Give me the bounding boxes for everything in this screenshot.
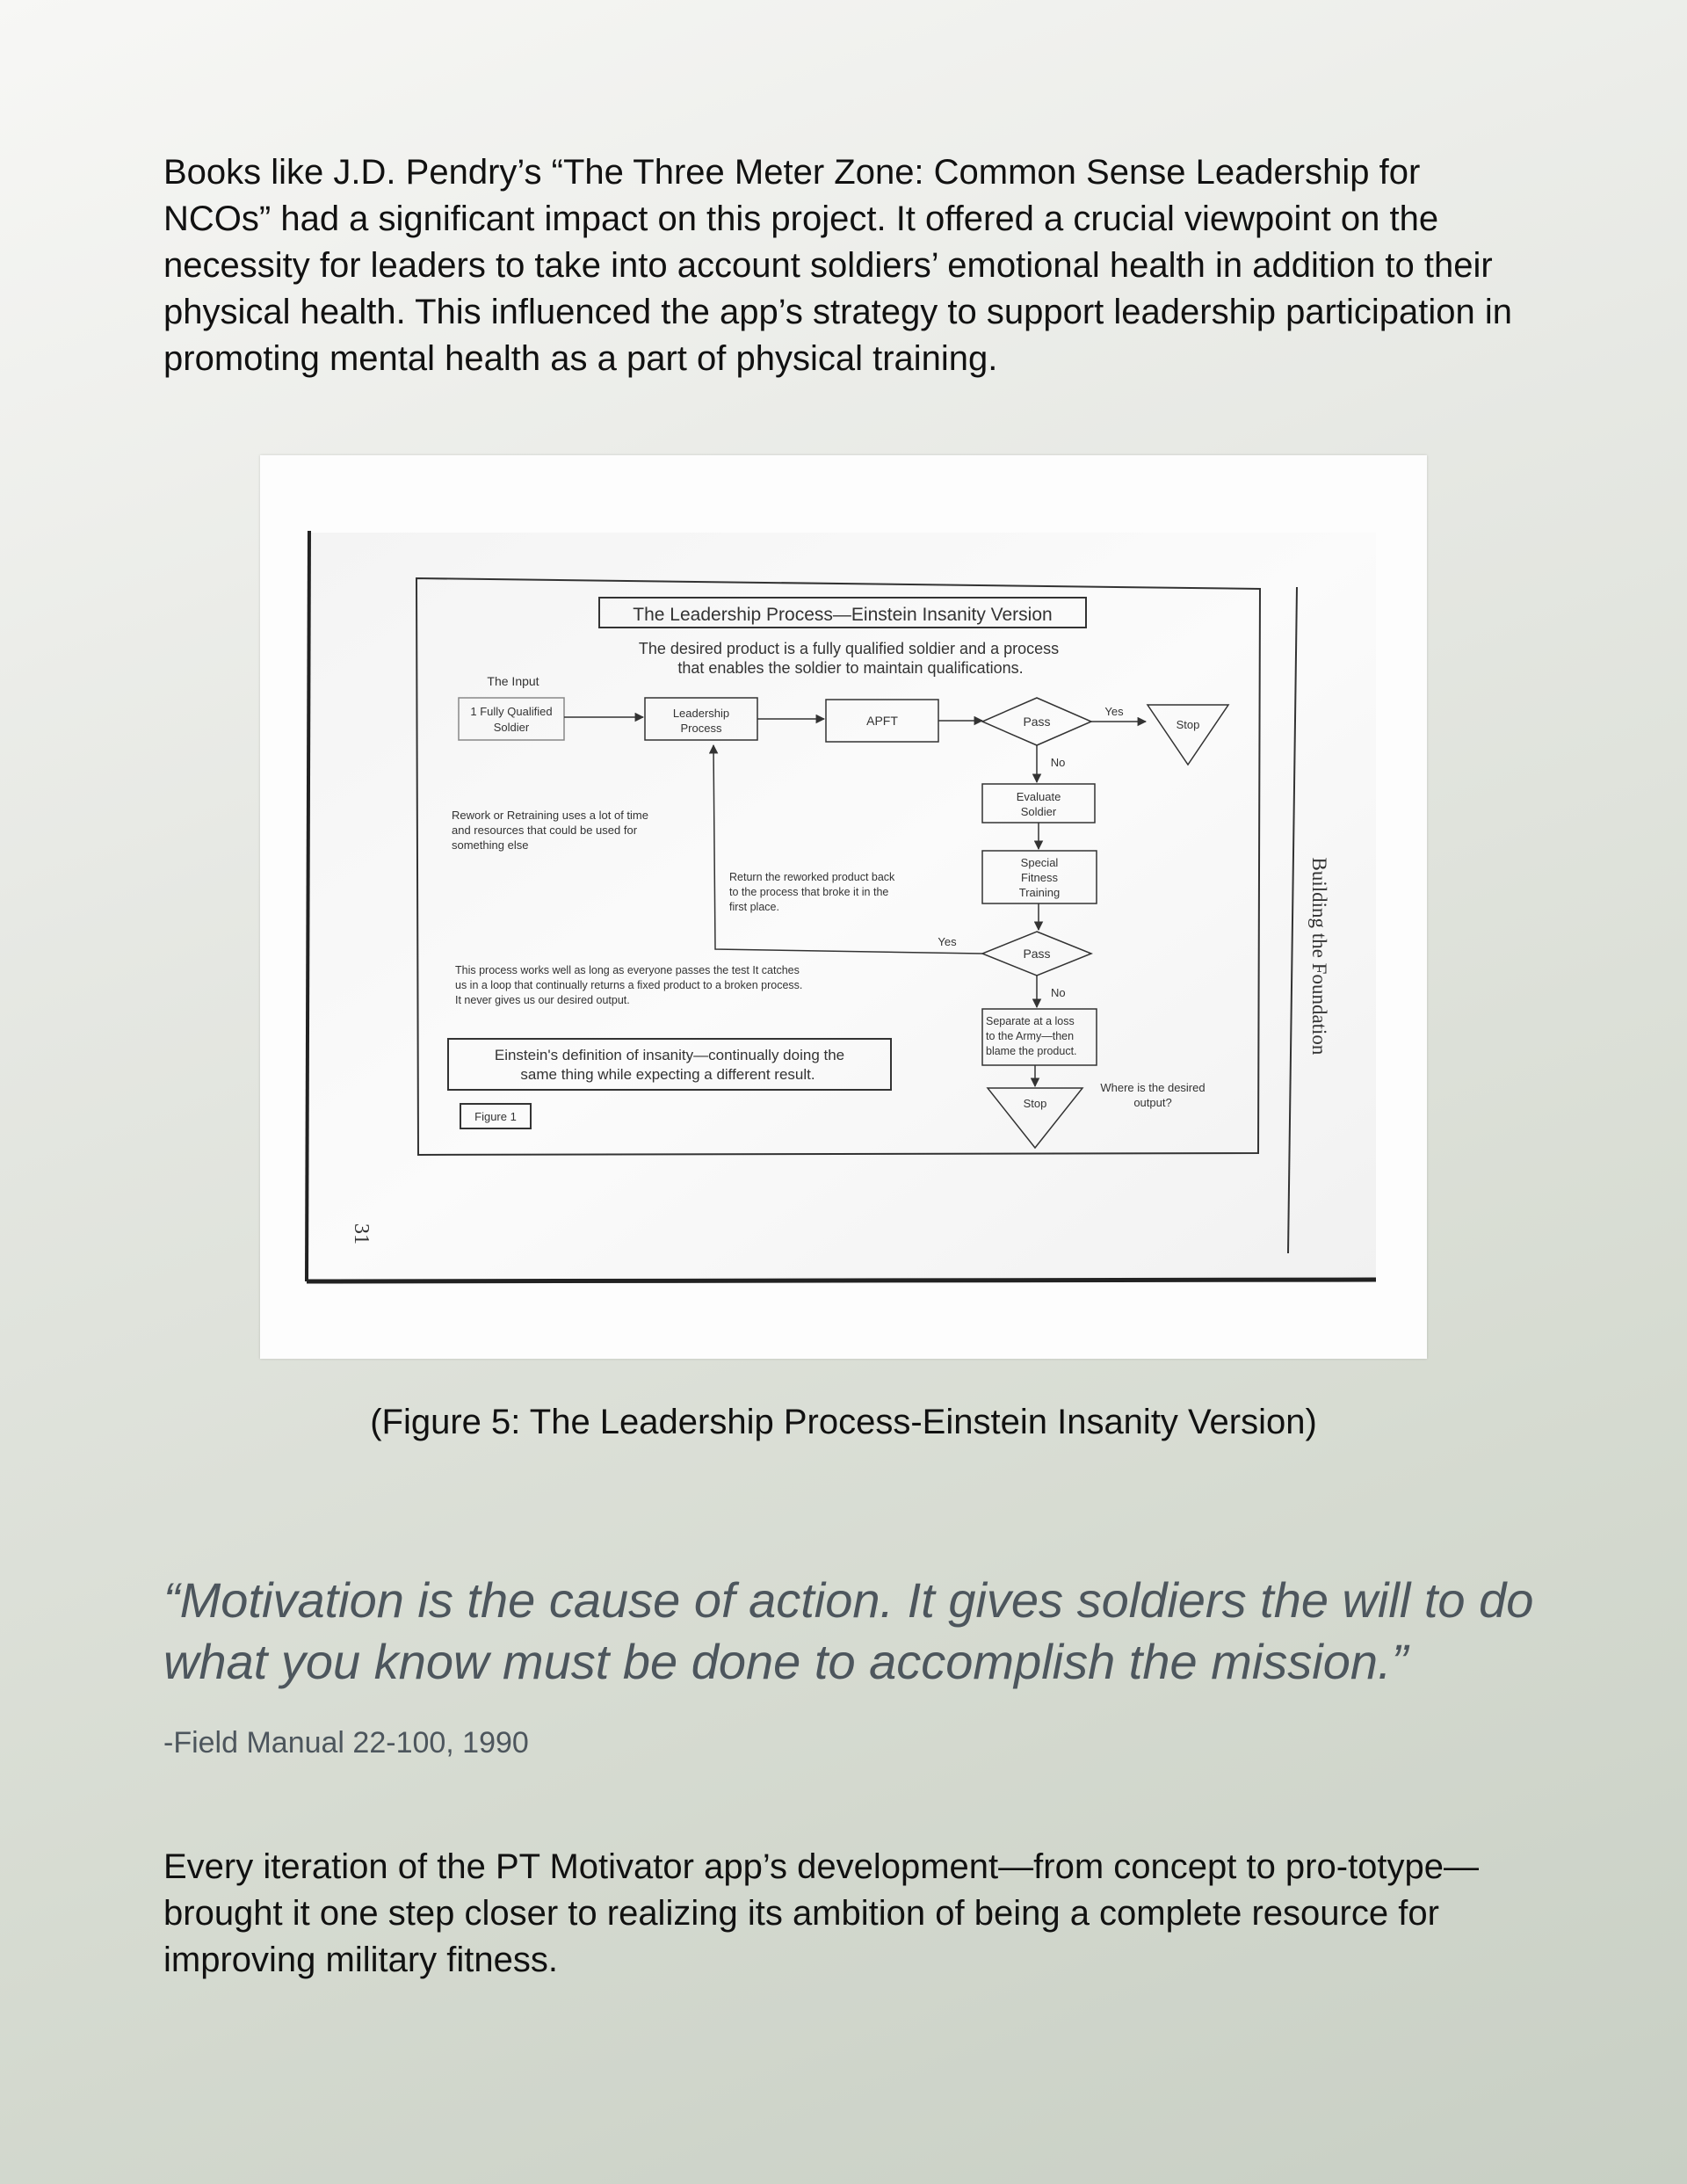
loop-line-2: us in a loop that continually returns a fixed product to a broken process. — [455, 979, 803, 991]
page-number: 31 — [350, 1223, 373, 1244]
input-line-1: 1 Fully Qualified — [470, 705, 553, 718]
where-line-1: Where is the desired — [1100, 1081, 1206, 1094]
input-line-2: Soldier — [493, 721, 530, 734]
yes-label-2: Yes — [938, 935, 957, 948]
process-line-1: Leadership — [672, 707, 730, 720]
figure-caption: (Figure 5: The Leadership Process-Einstein Insanity Version) — [370, 1403, 1317, 1441]
page-bottom-edge — [307, 1280, 1376, 1281]
separate-line-1: Separate at a loss — [986, 1015, 1075, 1027]
special-line-2: Fitness — [1021, 871, 1058, 884]
quote-attribution: -Field Manual 22-100, 1990 — [163, 1726, 529, 1760]
rework-line-2: and resources that could be used for — [452, 824, 638, 837]
stop-2-label: Stop — [1023, 1097, 1047, 1110]
intro-paragraph: Books like J.D. Pendry’s “The Three Meter Zone: Common Sense Leadership for NCOs” had a significant impact on this project. It offered a crucial viewpoint on the necessity for leaders to take into account soldiers’ emotional health in addition to their physical health. This influenced the app’s strategy to support leadership participation in promoting mental health as a part of physical training. — [163, 153, 1513, 378]
apft-label: APFT — [866, 714, 898, 728]
loop-line-3: It never gives us our desired output. — [455, 994, 630, 1006]
separate-line-2: to the Army—then — [986, 1030, 1075, 1042]
process-line-2: Process — [680, 722, 722, 735]
no-label-2: No — [1051, 986, 1066, 999]
figure-subtitle-2: that enables the soldier to maintain qualifications. — [677, 659, 1024, 677]
input-label: The Input — [487, 674, 539, 688]
running-head: Building the Foundation — [1308, 857, 1330, 1056]
special-line-1: Special — [1020, 856, 1059, 869]
yes-label-1: Yes — [1104, 705, 1124, 718]
pass-2-label: Pass — [1023, 947, 1051, 961]
rework-line-3: something else — [452, 838, 529, 852]
insanity-line-1: Einstein's definition of insanity—continually doing the — [494, 1047, 845, 1063]
evaluate-line-2: Soldier — [1020, 805, 1057, 818]
return-line-3: first place. — [729, 901, 779, 913]
loop-line-1: This process works well as long as everyone passes the test It catches — [455, 964, 800, 976]
return-line-1: Return the reworked product back — [729, 871, 895, 883]
rework-line-1: Rework or Retraining uses a lot of time — [452, 809, 648, 822]
evaluate-line-1: Evaluate — [1016, 790, 1061, 803]
closing-paragraph: Every iteration of the PT Motivator app’s development—from concept to pro-totype—brought it one step closer to realizing its ambition of being a complete resource for improving military fitness. — [163, 1847, 1480, 1979]
where-line-2: output? — [1133, 1096, 1172, 1109]
stop-1-label: Stop — [1176, 718, 1200, 731]
no-label-1: No — [1050, 756, 1066, 769]
figure-title: The Leadership Process—Einstein Insanity Version — [633, 605, 1053, 625]
insanity-line-2: same thing while expecting a different result. — [520, 1066, 815, 1083]
figure-subtitle-1: The desired product is a fully qualified soldier and a process — [638, 640, 1060, 657]
figure-photo — [260, 455, 1427, 1359]
separate-line-3: blame the product. — [986, 1045, 1077, 1057]
figure-1-label: Figure 1 — [474, 1110, 517, 1123]
quote: “Motivation is the cause of action. It gives soldiers the will to do what you know must be done to accomplish the mission.” — [163, 1572, 1534, 1689]
pass-1-label: Pass — [1023, 715, 1051, 729]
return-line-2: to the process that broke it in the — [729, 886, 889, 898]
special-line-3: Training — [1018, 886, 1061, 899]
